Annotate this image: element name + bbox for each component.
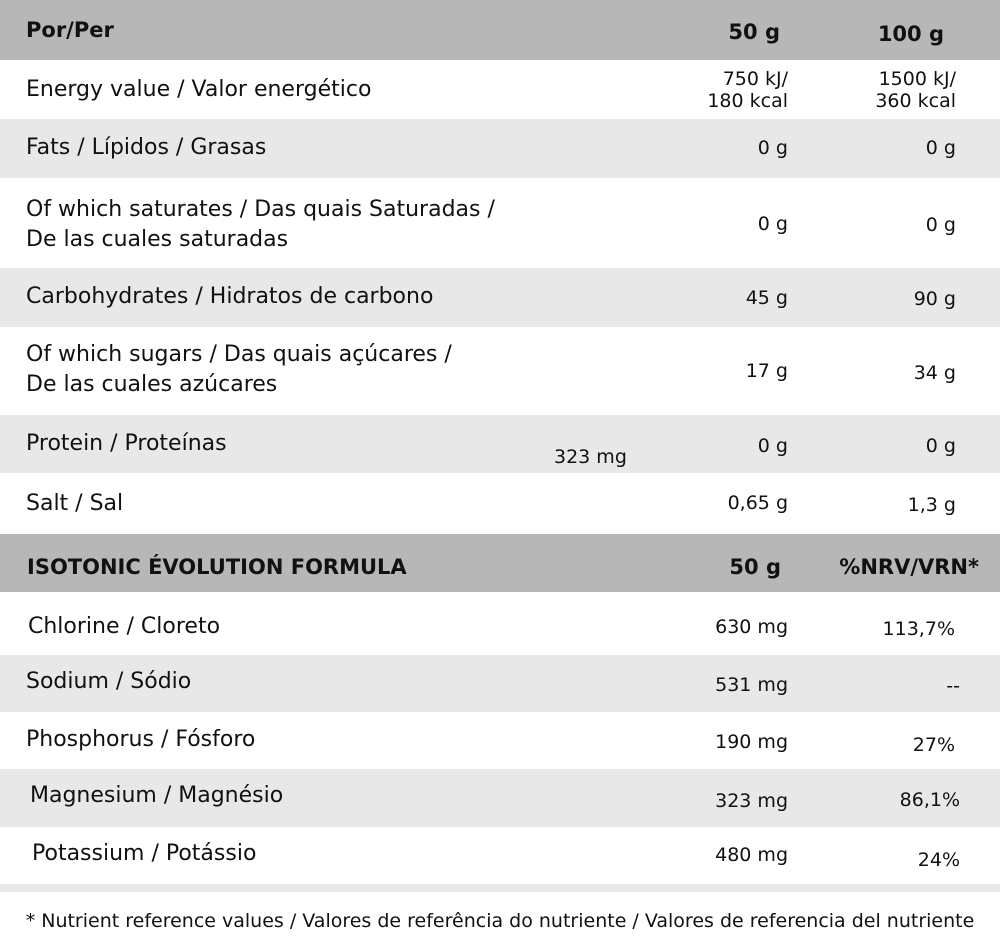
row-label: Of which saturates / Das quais Saturadas / De las cuales saturadas xyxy=(26,197,495,252)
value-100g: 34 g xyxy=(913,362,956,384)
value-50g: 0,65 g xyxy=(727,492,788,514)
row-label: Of which sugars / Das quais açúcares / De las cuales azúcares xyxy=(26,342,452,397)
table-row-sugars xyxy=(0,327,1000,415)
value-nrv: 27% xyxy=(912,734,955,756)
row-label: Magnesium / Magnésio xyxy=(30,783,284,808)
value-100g: 90 g xyxy=(913,288,956,310)
header-col-50g: 50 g xyxy=(728,20,780,44)
value-50g: 323 mg xyxy=(715,790,788,812)
table-row-sodium xyxy=(0,655,1000,712)
table-row-protein xyxy=(0,415,1000,473)
row-label: Phosphorus / Fósforo xyxy=(26,727,256,752)
value-100g: 0 g xyxy=(925,214,956,236)
value-50g: 630 mg xyxy=(715,616,788,638)
row-label: Sodium / Sódio xyxy=(26,669,192,694)
table-row-salt xyxy=(0,473,1000,534)
header-label-per: Por/Per xyxy=(26,18,114,42)
footnote: * Nutrient reference values / Valores de referência do nutriente / Valores de referencia del nutriente xyxy=(25,910,975,932)
table-row-fats xyxy=(0,119,1000,178)
value-nrv: 86,1% xyxy=(899,789,960,811)
value-50g: 480 mg xyxy=(715,844,788,866)
row-label: Protein / Proteínas xyxy=(26,431,227,456)
row-label: Carbohydrates / Hidratos de carbono xyxy=(26,284,434,309)
isotonic-header-row xyxy=(0,534,1000,592)
energy-value-100g: 1500 kJ/ 360 kcal xyxy=(875,68,956,112)
value-50g: 0 g xyxy=(757,137,788,159)
value-nrv: 113,7% xyxy=(882,618,955,640)
value-50g: 0 g xyxy=(757,213,788,235)
nutrition-header-row xyxy=(0,0,1000,60)
row-label: Chlorine / Cloreto xyxy=(28,614,221,639)
value-nrv: 24% xyxy=(917,849,960,871)
row-label: Fats / Lípidos / Grasas xyxy=(26,135,267,160)
table-row-carbohydrates xyxy=(0,268,1000,327)
value-nrv: -- xyxy=(946,675,960,697)
table-row-energy xyxy=(0,60,1000,119)
value-50g: 531 mg xyxy=(715,674,788,696)
row-label: Energy value / Valor energético xyxy=(26,77,372,102)
value-50g: 0 g xyxy=(757,435,788,457)
header-col-100g: 100 g xyxy=(877,22,944,46)
value-50g: 17 g xyxy=(745,360,788,382)
header-col-50g: 50 g xyxy=(729,555,781,579)
row-label: Salt / Sal xyxy=(26,491,124,516)
row-label: Potassium / Potássio xyxy=(32,841,257,866)
value-50g: 45 g xyxy=(745,287,788,309)
header-col-nrv: %NRV/VRN* xyxy=(839,555,979,579)
table-row-chlorine xyxy=(0,592,1000,655)
table-row-magnesium xyxy=(0,769,1000,827)
stray-value: 323 mg xyxy=(554,446,627,468)
table-bottom-divider xyxy=(0,884,1000,892)
table-row-phosphorus xyxy=(0,712,1000,769)
isotonic-title: ISOTONIC ÉVOLUTION FORMULA xyxy=(27,555,407,579)
value-50g: 190 mg xyxy=(715,731,788,753)
value-100g: 1,3 g xyxy=(907,494,956,516)
energy-value-50g: 750 kJ/ 180 kcal xyxy=(707,68,788,112)
value-100g: 0 g xyxy=(925,435,956,457)
value-100g: 0 g xyxy=(925,137,956,159)
table-row-saturates xyxy=(0,178,1000,268)
table-row-potassium xyxy=(0,827,1000,884)
